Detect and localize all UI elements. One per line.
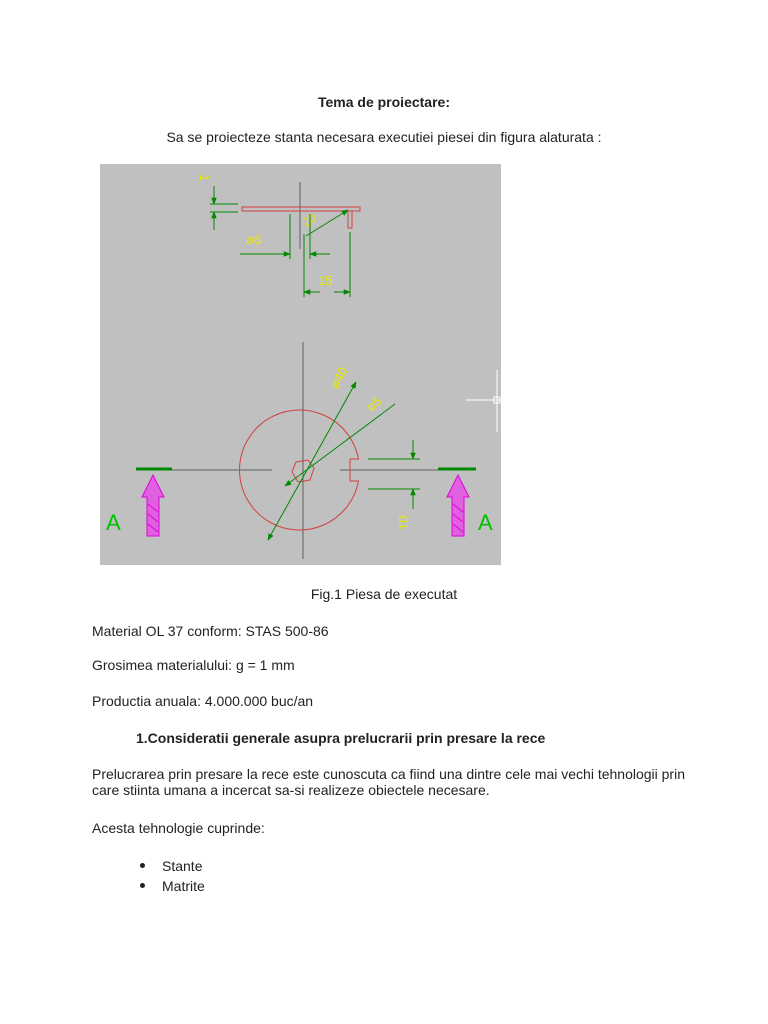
spec-material: Material OL 37 conform: STAS 500-86 [92, 623, 329, 639]
section-heading: 1.Consideratii generale asupra prelucrarii prin presare la rece [136, 730, 546, 746]
list-intro: Acesta tehnologie cuprinde: [92, 820, 265, 836]
dim-length: 15 [318, 273, 333, 288]
technology-list [138, 856, 205, 896]
dim-diameter-top: ø6 [246, 232, 262, 247]
section-label-right: A [478, 510, 493, 535]
section-arrow-left [142, 475, 164, 536]
section-paragraph: Prelucrarea prin presare la rece este cunoscuta ca fiind una dintre cele mai vechi tehnologii prin care stiinta umana a incercat sa-si realizeze obiectele necesare. [92, 766, 685, 798]
dim-thickness: 1 [197, 174, 212, 182]
dim-slot-width: 10 [396, 515, 411, 530]
technical-drawing [100, 164, 501, 565]
list-item: Matrite [138, 876, 205, 896]
section-label-left: A [106, 510, 121, 535]
drawing-canvas [100, 164, 501, 565]
dim-angle: 20 [299, 210, 319, 230]
intro-text: Sa se proiecteze stanta necesara executiei piesei din figura alaturata : [166, 129, 602, 145]
spec-thickness: Grosimea materialului: g = 1 mm [92, 657, 295, 673]
document-title: Tema de proiectare: [317, 94, 450, 110]
figure-caption: Fig.1 Piesa de executat [310, 586, 458, 602]
section-arrow-right [447, 475, 469, 536]
part-bent-tab [348, 211, 352, 228]
dim-small-diameter: ø5 [363, 393, 385, 415]
part-side-view [242, 207, 360, 211]
spec-production: Productia anuala: 4.000.000 buc/an [92, 693, 314, 709]
dim-outer-diameter: ø40 [326, 364, 351, 392]
list-item: Stante [138, 856, 205, 876]
